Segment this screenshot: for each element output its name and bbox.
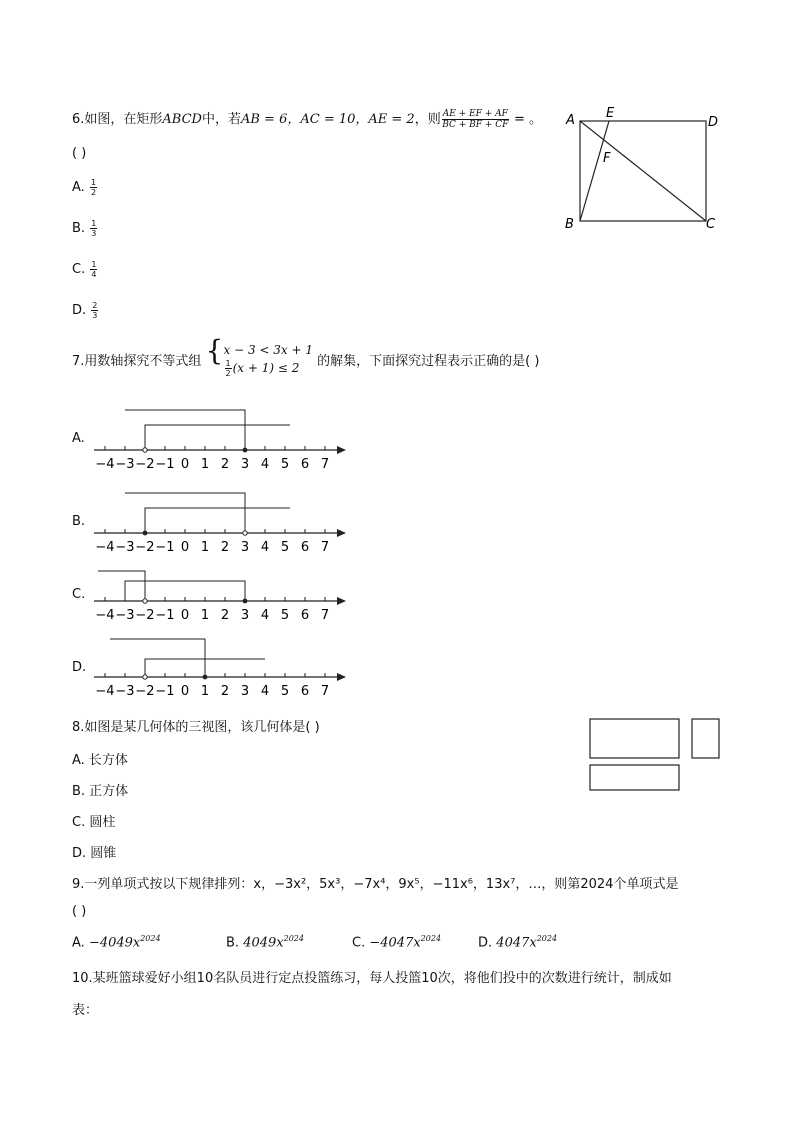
side-view bbox=[692, 719, 719, 758]
axis-tick-label: −4 bbox=[95, 684, 115, 699]
q7-ineq2-frac bbox=[225, 359, 232, 378]
q6-option-d-label: D. bbox=[72, 303, 87, 318]
bracket-upper-b bbox=[125, 493, 245, 533]
q7-suffix: 的解集，下面探究过程表示正确的是( ) bbox=[317, 353, 540, 369]
axis-tick-label: 0 bbox=[180, 608, 190, 623]
q7-ineq2-rest: (x + 1) ≤ 2 bbox=[232, 361, 300, 375]
q6-option-a[interactable] bbox=[72, 178, 98, 197]
q6-b-num: 1 bbox=[91, 219, 97, 228]
q9-option-d[interactable] bbox=[478, 934, 557, 950]
q7-ineq2-den: 2 bbox=[225, 369, 231, 378]
axis-tick-label: 0 bbox=[180, 684, 190, 699]
axis-tick-label: 5 bbox=[280, 457, 290, 472]
q6-frac-num: AE + EF + AF bbox=[442, 109, 508, 119]
q9-option-c[interactable] bbox=[352, 934, 441, 950]
q9-paren: ( ) bbox=[72, 904, 87, 919]
axis-tick-label: 4 bbox=[260, 457, 270, 472]
label-b: B bbox=[565, 217, 574, 232]
axis-tick-label: 4 bbox=[260, 608, 270, 623]
q9-b-exp: 2024 bbox=[283, 934, 304, 943]
axis-tick-label: −4 bbox=[95, 608, 115, 623]
q7-option-b-label[interactable]: B. bbox=[72, 514, 86, 529]
axis-tick-label: 3 bbox=[240, 540, 250, 555]
axis-tick-label: 1 bbox=[200, 608, 210, 623]
q6-stem bbox=[72, 108, 542, 130]
q9-option-b[interactable] bbox=[226, 934, 304, 950]
axis-tick-label: −2 bbox=[135, 608, 155, 623]
diagonal-ac bbox=[580, 121, 706, 221]
top-view bbox=[590, 765, 679, 790]
q7-option-d-label[interactable]: D. bbox=[72, 660, 87, 675]
q7-prefix: 7.用数轴探究不等式组 bbox=[72, 353, 202, 369]
q8-three-views-figure bbox=[586, 716, 726, 796]
axis-arrow bbox=[337, 446, 346, 454]
q6-option-d-frac bbox=[91, 301, 98, 320]
q6-option-c-frac bbox=[90, 260, 97, 279]
solid-point-b bbox=[143, 531, 148, 536]
q6-option-d[interactable] bbox=[72, 301, 99, 320]
axis-tick-label: 1 bbox=[200, 457, 210, 472]
axis-tick-label: 1 bbox=[200, 540, 210, 555]
axis-arrow bbox=[337, 529, 346, 537]
label-c: C bbox=[706, 217, 716, 232]
q6-stem-mid: 中，若 bbox=[201, 112, 241, 127]
q7-inequality-1: x − 3 < 3x + 1 bbox=[223, 343, 314, 357]
q6-d-num: 2 bbox=[92, 301, 98, 310]
q6-d-den: 3 bbox=[92, 311, 98, 320]
axis-tick-label: 4 bbox=[260, 540, 270, 555]
axis-tick-label: −3 bbox=[115, 608, 135, 623]
q7-brace: { bbox=[205, 334, 224, 367]
axis-tick-label: −1 bbox=[155, 608, 175, 623]
q7-inequality-2 bbox=[224, 359, 314, 378]
segment-be bbox=[580, 121, 609, 221]
label-a: A bbox=[566, 113, 575, 128]
axis-tick-label: 2 bbox=[220, 684, 230, 699]
axis-tick-label: −2 bbox=[135, 457, 155, 472]
axis-tick-label: 2 bbox=[220, 540, 230, 555]
q7-ineq2-num: 1 bbox=[225, 359, 231, 368]
axis-tick-label: 2 bbox=[220, 608, 230, 623]
axis-tick-label: 5 bbox=[280, 608, 290, 623]
axis-tick-label: 7 bbox=[320, 608, 330, 623]
open-point-a bbox=[143, 448, 147, 452]
axis-d bbox=[94, 673, 346, 699]
q9-d-label: D. bbox=[478, 935, 493, 951]
q6-option-b-frac bbox=[90, 219, 97, 238]
axis-arrow bbox=[337, 597, 346, 605]
axis-tick-label: 6 bbox=[300, 684, 310, 699]
q6-conditions: AB = 6，AC = 10，AE = 2 bbox=[240, 112, 415, 127]
q7-system bbox=[224, 341, 314, 378]
axis-tick-label: 5 bbox=[280, 684, 290, 699]
open-point-b bbox=[243, 531, 247, 535]
label-d: D bbox=[708, 115, 719, 130]
q7-numberline-d bbox=[90, 630, 352, 700]
axis-tick-label: −4 bbox=[95, 540, 115, 555]
q6-ratio-fraction bbox=[442, 109, 509, 130]
q6-option-c-label: C. bbox=[72, 262, 86, 277]
q6-stem-suffix: = 。 bbox=[509, 112, 543, 127]
q6-b-den: 3 bbox=[91, 229, 97, 238]
q7-stem bbox=[72, 334, 540, 381]
q6-option-b[interactable] bbox=[72, 219, 98, 238]
q8-option-b[interactable]: B. 正方体 bbox=[72, 784, 129, 799]
q7-option-a-label[interactable]: A. bbox=[72, 431, 85, 446]
q6-stem-prefix: 6.如图，在矩形 bbox=[72, 112, 163, 127]
q6-option-a-label: A. bbox=[72, 180, 85, 195]
bracket-upper-a bbox=[125, 410, 245, 450]
q7-numberline-a bbox=[90, 403, 352, 473]
front-view bbox=[590, 719, 679, 758]
q9-d-exp: 2024 bbox=[536, 934, 558, 943]
q10-stem-line1: 10.某班篮球爱好小组10名队员进行定点投篮练习，每人投篮10次，将他们投中的次数进行统计，制成如 bbox=[72, 971, 672, 986]
q9-d-text: 4047x bbox=[496, 935, 537, 951]
q9-c-text: −4047x bbox=[369, 935, 421, 951]
q9-a-label: A. bbox=[72, 935, 85, 951]
open-point-d bbox=[143, 675, 147, 679]
q7-numberline-b bbox=[90, 486, 352, 556]
axis-tick-label: −2 bbox=[135, 684, 155, 699]
open-point-c bbox=[143, 599, 147, 603]
solid-point-d bbox=[203, 675, 208, 680]
bracket-upper-c bbox=[98, 571, 145, 601]
q6-option-c[interactable] bbox=[72, 260, 98, 279]
solid-point-a bbox=[243, 448, 248, 453]
q6-frac-den: BC + BF + CF bbox=[442, 120, 509, 130]
q6-c-num: 1 bbox=[91, 260, 97, 269]
q8-option-c[interactable]: C. 圆柱 bbox=[72, 815, 116, 830]
axis-tick-label: 3 bbox=[240, 684, 250, 699]
axis-tick-label: 7 bbox=[320, 457, 330, 472]
axis-tick-label: 7 bbox=[320, 540, 330, 555]
axis-tick-label: −4 bbox=[95, 457, 115, 472]
bracket-lower-a bbox=[145, 425, 290, 450]
q6-a-num: 1 bbox=[90, 178, 97, 187]
axis-tick-label: −3 bbox=[115, 684, 135, 699]
axis-tick-label: −1 bbox=[155, 457, 175, 472]
q9-b-label: B. bbox=[226, 935, 240, 951]
q6-option-a-frac bbox=[90, 178, 97, 197]
axis-tick-label: 0 bbox=[180, 457, 190, 472]
axis-tick-label: −1 bbox=[155, 540, 175, 555]
q8-option-d[interactable]: D. 圆锥 bbox=[72, 846, 117, 861]
axis-tick-label: −3 bbox=[115, 540, 135, 555]
q9-a-text: −4049x bbox=[88, 935, 141, 951]
q6-a-den: 2 bbox=[90, 188, 97, 197]
bracket-lower-b bbox=[145, 508, 290, 533]
q7-option-c-label[interactable]: C. bbox=[72, 587, 86, 602]
axis-tick-label: 3 bbox=[240, 608, 250, 623]
q9-c-label: C. bbox=[352, 935, 366, 951]
solid-point-c bbox=[243, 599, 248, 604]
axis-tick-label: 6 bbox=[300, 608, 310, 623]
axis-tick-label: 0 bbox=[180, 540, 190, 555]
q8-stem: 8.如图是某几何体的三视图，该几何体是( ) bbox=[72, 720, 320, 735]
axis-tick-label: 4 bbox=[260, 684, 270, 699]
axis-tick-label: −2 bbox=[135, 540, 155, 555]
q6-paren: ( ) bbox=[72, 146, 87, 161]
q9-stem: 9.一列单项式按以下规律排列：x，−3x²，5x³，−7x⁴，9x⁵，−11x⁶，13x⁷，…，则第2024个单项式是 bbox=[72, 877, 679, 892]
q6-ratio-prefix: ，则 bbox=[414, 112, 441, 127]
axis-b bbox=[94, 529, 346, 555]
q9-b-text: 4049x bbox=[243, 935, 284, 951]
axis-tick-label: 6 bbox=[300, 457, 310, 472]
bracket-upper-d bbox=[110, 639, 205, 677]
q8-option-a[interactable]: A. 长方体 bbox=[72, 753, 128, 768]
q6-rectangle-figure bbox=[560, 104, 730, 234]
axis-tick-label: −3 bbox=[115, 457, 135, 472]
q6-c-den: 4 bbox=[91, 270, 97, 279]
q9-c-exp: 2024 bbox=[420, 934, 442, 943]
q9-a-exp: 2024 bbox=[140, 934, 161, 943]
label-e: E bbox=[606, 106, 615, 121]
label-f: F bbox=[603, 151, 611, 166]
axis-tick-label: 6 bbox=[300, 540, 310, 555]
axis-tick-label: 3 bbox=[240, 457, 250, 472]
axis-a bbox=[94, 446, 346, 472]
q9-option-a[interactable] bbox=[72, 934, 161, 950]
axis-tick-label: 2 bbox=[220, 457, 230, 472]
q10-stem-line2: 表： bbox=[72, 1003, 99, 1018]
q6-option-b-label: B. bbox=[72, 221, 86, 236]
q6-rect-name: ABCD bbox=[162, 112, 202, 127]
axis-arrow bbox=[337, 673, 346, 681]
axis-tick-label: 7 bbox=[320, 684, 330, 699]
axis-c bbox=[94, 597, 346, 623]
axis-tick-label: 1 bbox=[200, 684, 210, 699]
axis-tick-label: −1 bbox=[155, 684, 175, 699]
axis-tick-label: 5 bbox=[280, 540, 290, 555]
q7-numberline-c bbox=[90, 554, 352, 624]
